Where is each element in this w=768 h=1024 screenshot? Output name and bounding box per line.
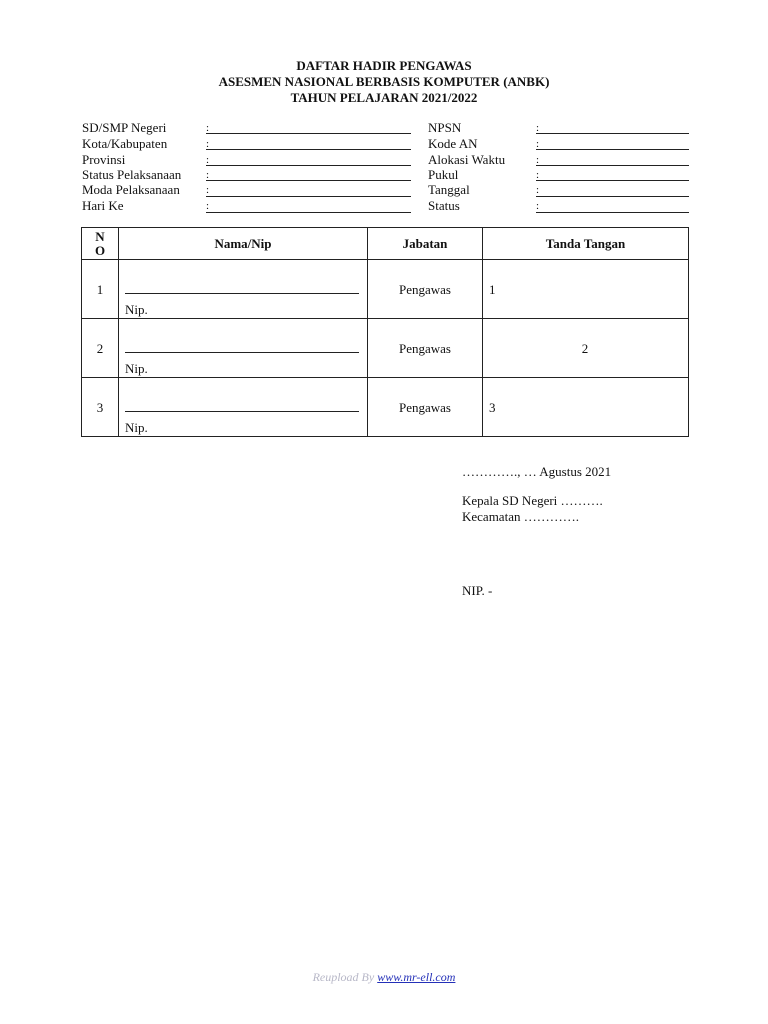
- field-line-alokasi-waktu[interactable]: [536, 165, 689, 166]
- table-row: [82, 378, 689, 437]
- field-label-status: Status: [428, 198, 460, 213]
- header-no: [82, 228, 119, 260]
- field-line-npsn[interactable]: [536, 133, 689, 134]
- name-blank-line[interactable]: [125, 411, 359, 412]
- field-line-provinsi[interactable]: [206, 165, 411, 166]
- name-blank-line[interactable]: [125, 293, 359, 294]
- signer-nip: NIP. -: [462, 583, 493, 598]
- field-label-provinsi: Provinsi: [82, 152, 126, 167]
- field-colon: :: [206, 154, 210, 166]
- header-jabatan: Jabatan: [368, 228, 483, 260]
- cell-no: [82, 260, 119, 319]
- attendance-table: [81, 227, 689, 437]
- table-row: [82, 260, 689, 319]
- field-line-moda-pelaksanaan[interactable]: [206, 196, 411, 197]
- position-line-2: Kecamatan ………….: [462, 509, 579, 524]
- cell-name: [119, 260, 368, 319]
- field-label-kota: Kota/Kabupaten: [82, 136, 168, 151]
- nip-label: Nip.: [125, 302, 148, 317]
- field-colon: :: [206, 122, 210, 134]
- title-line-3: TAHUN PELAJARAN 2021/2022: [290, 90, 478, 105]
- field-colon: :: [206, 138, 210, 150]
- field-colon: :: [536, 200, 540, 212]
- cell-name: [119, 319, 368, 378]
- field-label-tanggal: Tanggal: [428, 182, 470, 197]
- row-number: 2: [96, 341, 104, 356]
- field-colon: :: [536, 122, 540, 134]
- jabatan-value: Pengawas: [399, 341, 451, 356]
- footer-link[interactable]: www.mr-ell.com: [377, 970, 456, 984]
- field-label-pukul: Pukul: [428, 167, 459, 182]
- signature-number: 2: [581, 341, 589, 356]
- field-colon: :: [536, 169, 540, 181]
- header-signature: Tanda Tangan: [483, 228, 689, 260]
- cell-jabatan: [368, 260, 483, 319]
- date-line: …………., … Agustus 2021: [462, 464, 612, 479]
- footer-prefix: Reupload By: [312, 970, 378, 984]
- cell-no: [82, 319, 119, 378]
- cell-no: [82, 378, 119, 437]
- field-colon: :: [206, 169, 210, 181]
- position-line-1: Kepala SD Negeri ……….: [462, 493, 603, 508]
- nip-label: Nip.: [125, 420, 148, 435]
- jabatan-value: Pengawas: [399, 400, 451, 415]
- field-colon: :: [536, 138, 540, 150]
- field-label-kode-an: Kode AN: [428, 136, 478, 151]
- signature-number: 1: [489, 282, 496, 297]
- cell-jabatan: [368, 319, 483, 378]
- signature-number: 3: [489, 400, 496, 415]
- field-label-moda-pelaksanaan: Moda Pelaksanaan: [82, 182, 180, 197]
- field-line-sd-smp[interactable]: [206, 133, 411, 134]
- field-line-kota[interactable]: [206, 149, 411, 150]
- cell-signature[interactable]: [483, 319, 689, 378]
- field-label-sd-smp: SD/SMP Negeri: [82, 120, 167, 135]
- cell-jabatan: [368, 378, 483, 437]
- jabatan-value: Pengawas: [399, 282, 451, 297]
- document-title: [0, 58, 768, 106]
- field-colon: :: [536, 154, 540, 166]
- nip-label: Nip.: [125, 361, 148, 376]
- field-line-pukul[interactable]: [536, 180, 689, 181]
- table-header-row: [82, 228, 689, 260]
- field-label-alokasi-waktu: Alokasi Waktu: [428, 152, 506, 167]
- field-line-status-pelaksanaan[interactable]: [206, 180, 411, 181]
- reupload-footer: [0, 970, 768, 985]
- field-label-hari-ke: Hari Ke: [82, 198, 124, 213]
- field-line-tanggal[interactable]: [536, 196, 689, 197]
- field-line-status[interactable]: [536, 212, 689, 213]
- row-number: 1: [96, 282, 104, 297]
- row-number: 3: [96, 400, 104, 415]
- field-colon: :: [536, 184, 540, 196]
- cell-signature[interactable]: [483, 260, 689, 319]
- header-name: Nama/Nip: [119, 228, 368, 260]
- header-no-line-2: O: [94, 242, 106, 258]
- header-no-line-1: N: [95, 228, 105, 244]
- field-line-hari-ke[interactable]: [206, 212, 411, 213]
- field-colon: :: [206, 200, 210, 212]
- field-line-kode-an[interactable]: [536, 149, 689, 150]
- title-line-2: ASESMEN NASIONAL BERBASIS KOMPUTER (ANBK): [218, 74, 550, 89]
- field-label-status-pelaksanaan: Status Pelaksanaan: [82, 167, 182, 182]
- field-colon: :: [206, 184, 210, 196]
- title-line-1: DAFTAR HADIR PENGAWAS: [296, 58, 472, 73]
- field-label-npsn: NPSN: [428, 120, 462, 135]
- name-blank-line[interactable]: [125, 352, 359, 353]
- cell-name: [119, 378, 368, 437]
- table-row: [82, 319, 689, 378]
- cell-signature[interactable]: [483, 378, 689, 437]
